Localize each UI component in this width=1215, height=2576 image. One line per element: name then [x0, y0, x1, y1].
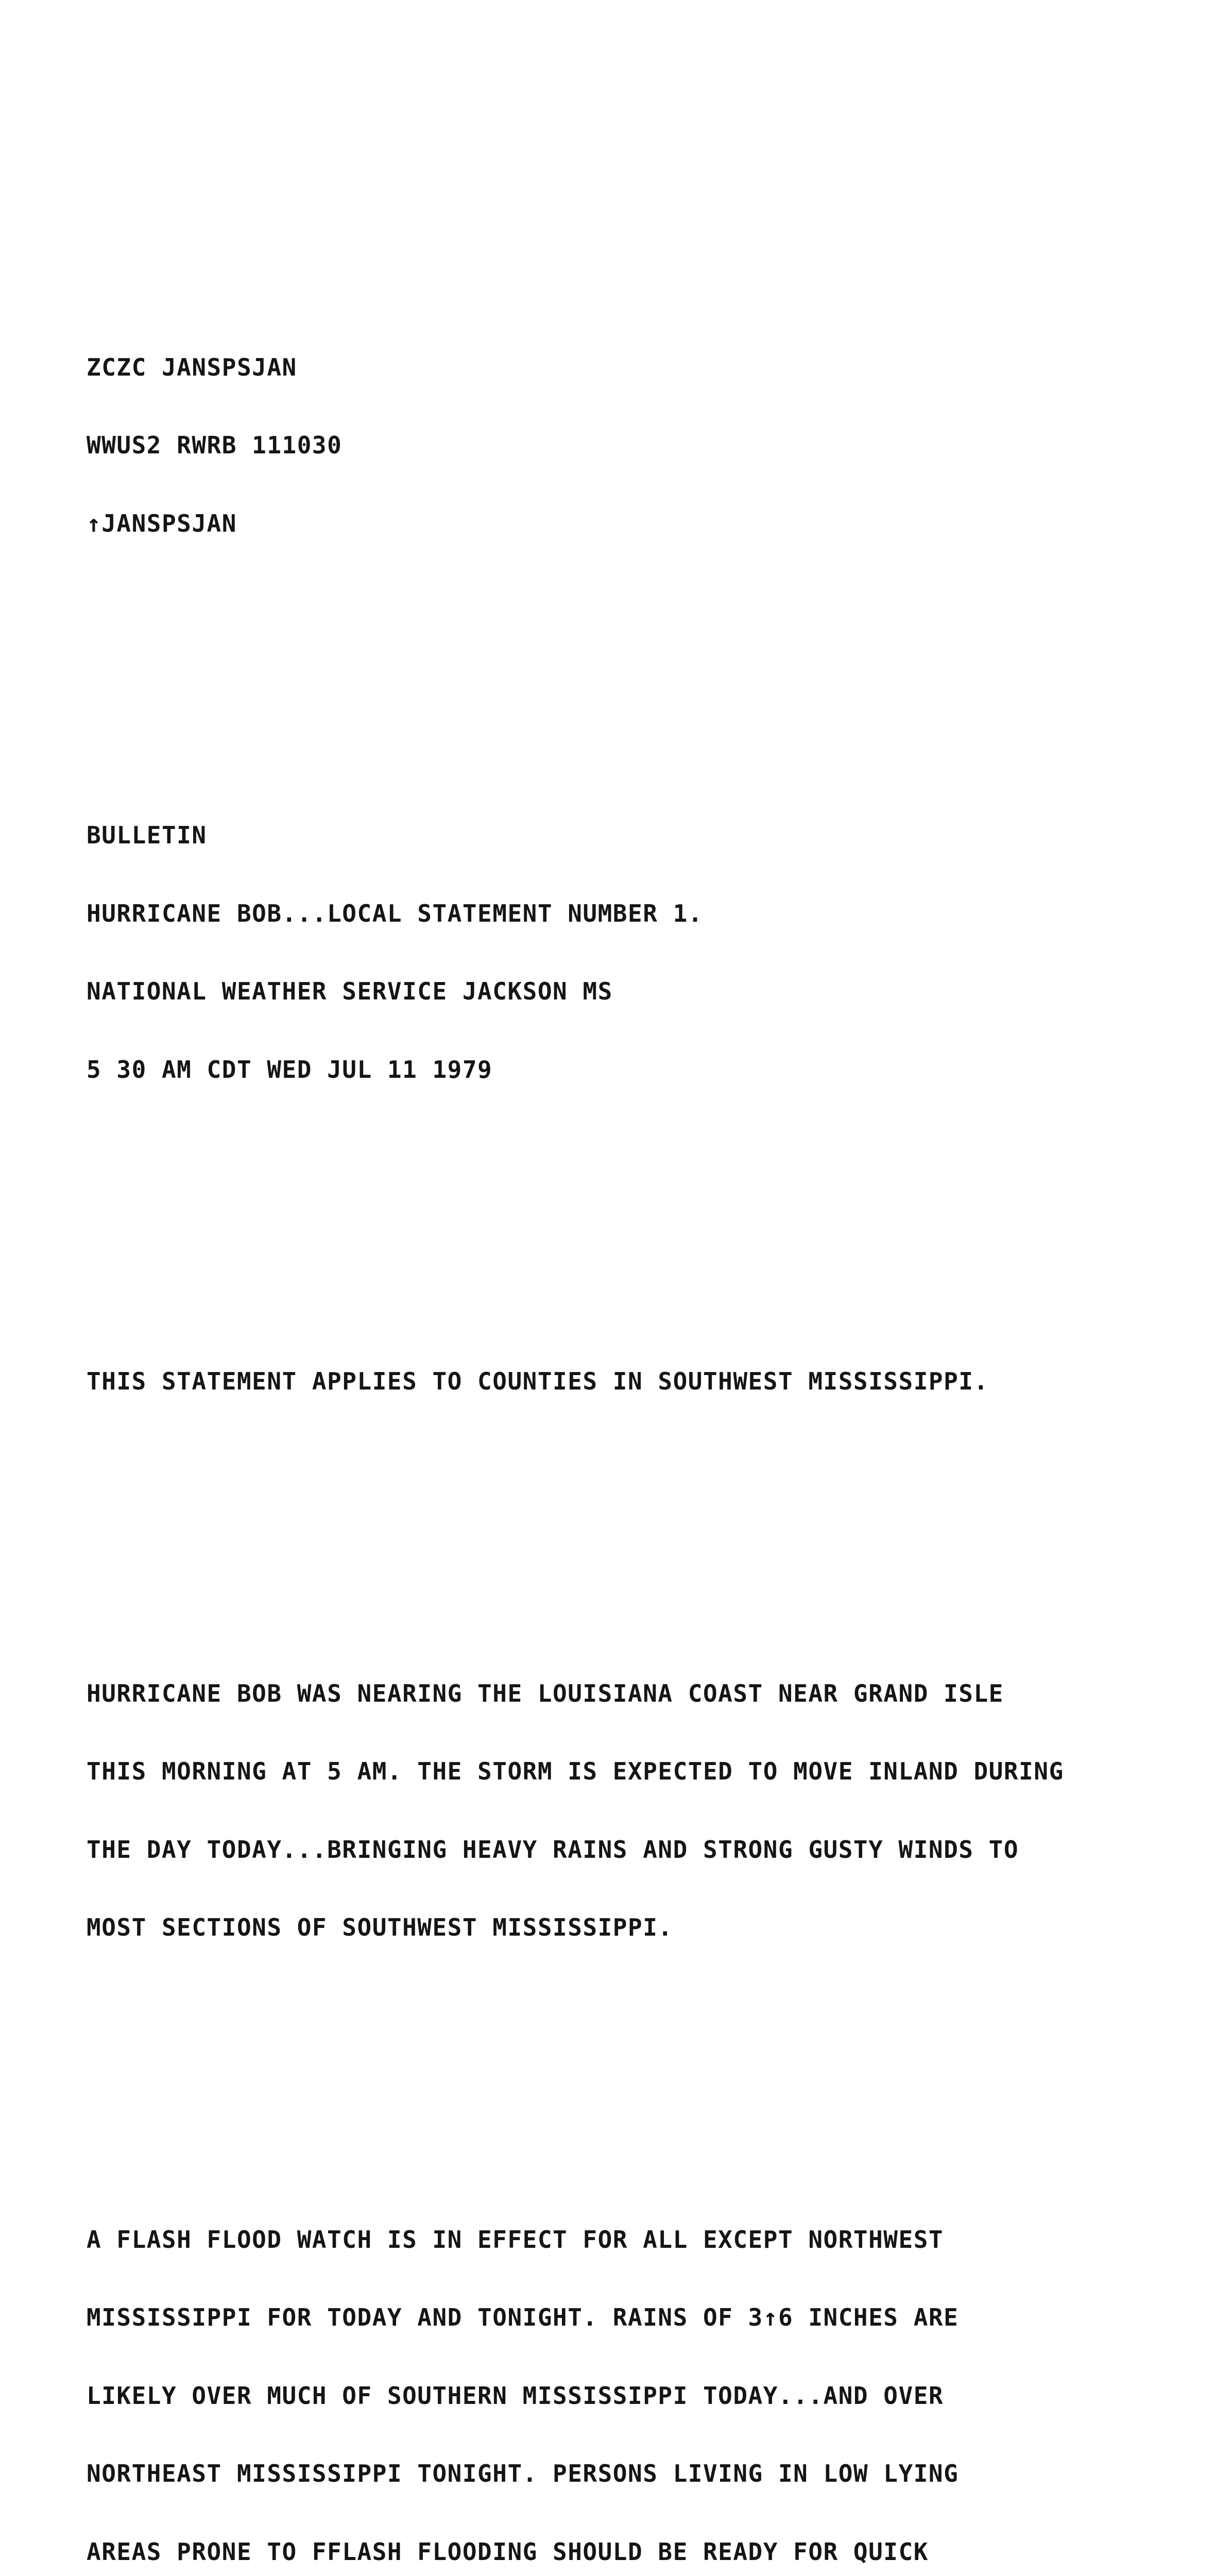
paragraph-line: NORTHEAST MISSISSIPPI TONIGHT. PERSONS LIVING IN LOW LYING	[87, 2461, 1142, 2487]
paragraph-line: LIKELY OVER MUCH OF SOUTHERN MISSISSIPPI TODAY...AND OVER	[87, 2383, 1142, 2409]
issue-time: 5 30 AM CDT WED JUL 11 1979	[87, 1057, 1142, 1083]
header-line: ZCZC JANSPSJAN	[87, 354, 1142, 381]
paragraph	[87, 1316, 1142, 1447]
paragraph-line: AREAS PRONE TO FFLASH FLOODING SHOULD BE READY FOR QUICK	[87, 2539, 1142, 2565]
bulletin-label: BULLETIN	[87, 822, 1142, 849]
header-line: WWUS2 RWRB 111030	[87, 432, 1142, 459]
paragraph-line: THE DAY TODAY...BRINGING HEAVY RAINS AND STRONG GUSTY WINDS TO	[87, 1837, 1142, 1863]
paragraph-line: MOST SECTIONS OF SOUTHWEST MISSISSIPPI.	[87, 1914, 1142, 1941]
issuing-office: NATIONAL WEATHER SERVICE JACKSON MS	[87, 978, 1142, 1005]
paragraph-line: MISSISSIPPI FOR TODAY AND TONIGHT. RAINS OF 3↑6 INCHES ARE	[87, 2304, 1142, 2331]
teletype-bulletin	[87, 224, 1142, 2576]
paragraph	[87, 2175, 1142, 2576]
paragraph-line: A FLASH FLOOD WATCH IS IN EFFECT FOR ALL EXCEPT NORTHWEST	[87, 2227, 1142, 2253]
header-line: ↑JANSPSJAN	[87, 511, 1142, 537]
header-block	[87, 302, 1142, 589]
paragraph-line: HURRICANE BOB WAS NEARING THE LOUISIANA COAST NEAR GRAND ISLE	[87, 1681, 1142, 1707]
paragraph	[87, 1629, 1142, 1993]
title-block	[87, 770, 1142, 1134]
paragraph-line: THIS STATEMENT APPLIES TO COUNTIES IN SOUTHWEST MISSISSIPPI.	[87, 1368, 1142, 1395]
paragraph-line: THIS MORNING AT 5 AM. THE STORM IS EXPECTED TO MOVE INLAND DURING	[87, 1758, 1142, 1785]
statement-title: HURRICANE BOB...LOCAL STATEMENT NUMBER 1.	[87, 901, 1142, 927]
